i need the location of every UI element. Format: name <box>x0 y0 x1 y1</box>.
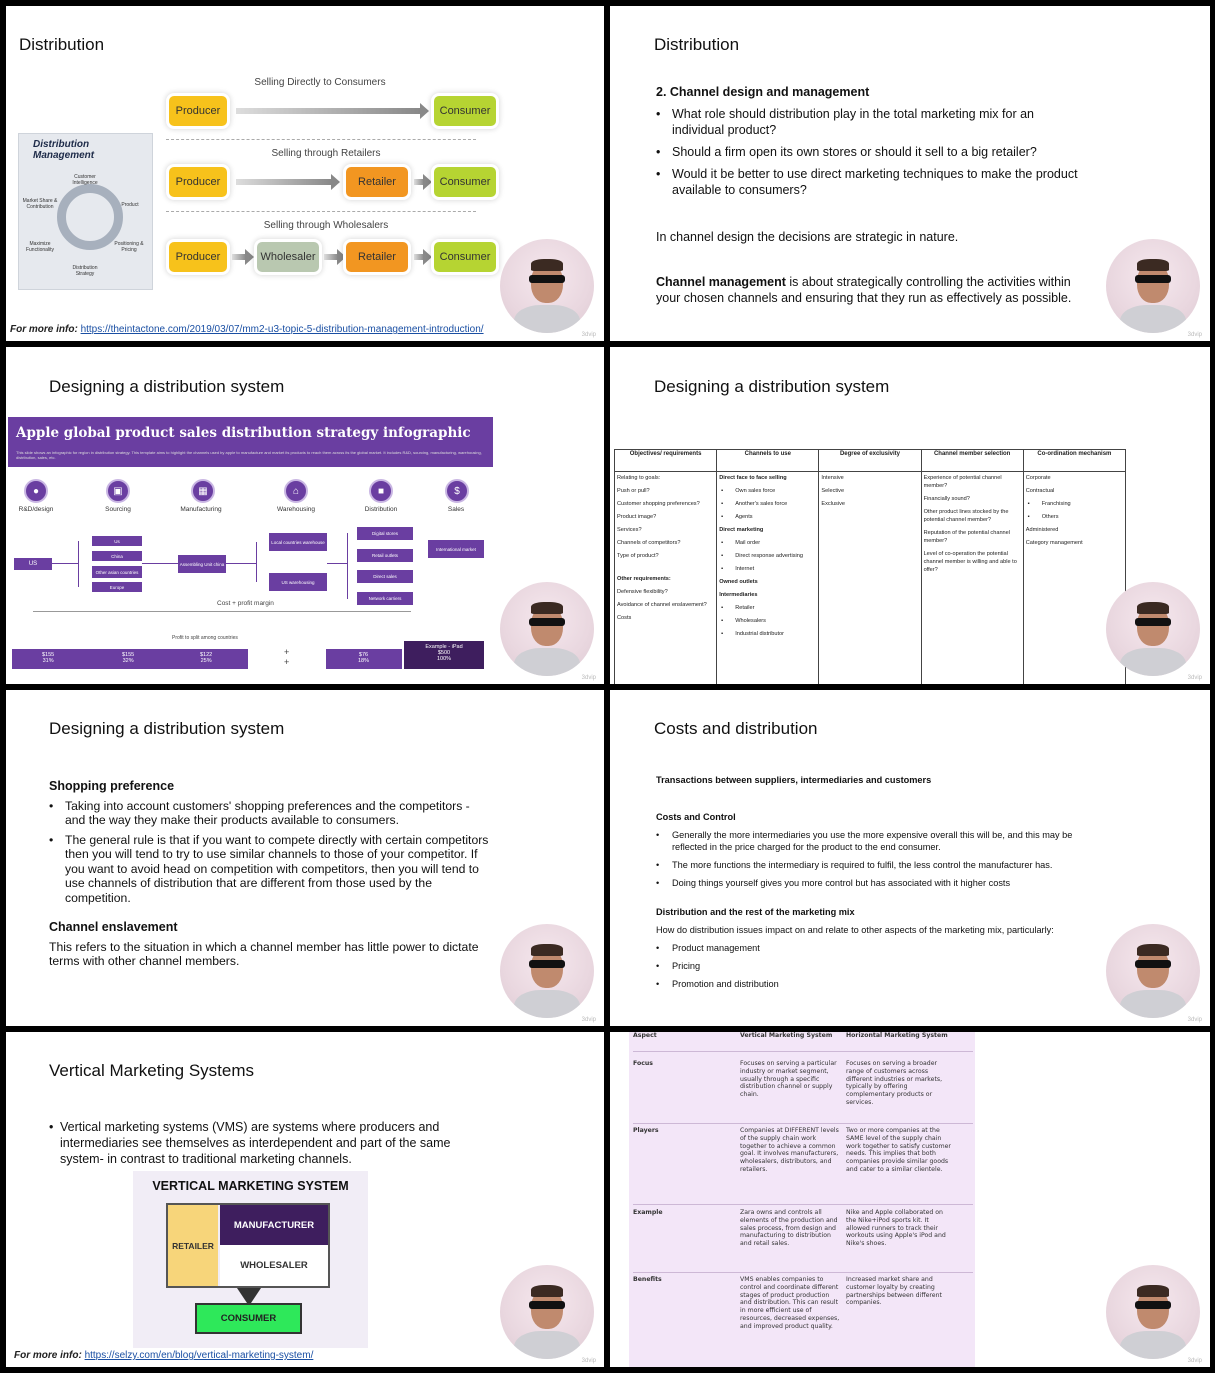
infographic-banner <box>8 417 493 467</box>
stage-label: R&D/design <box>18 506 54 513</box>
slide-vms-comparison[interactable] <box>610 1032 1210 1367</box>
cell-line: ▪ Others <box>1026 513 1123 521</box>
design-paragraph: In channel design the decisions are strategic in nature. <box>656 230 959 244</box>
row-vertical: Focuses on serving a particular industry or market segment, usually through a specific distribution channel or supply chain. <box>740 1060 837 1099</box>
example-value: $500 <box>437 650 451 656</box>
node-us-source: Us <box>92 536 142 546</box>
list-item: • Doing things yourself gives you more control but has associated with it higher costs <box>656 877 1096 889</box>
cycle-label: Maximize Functionality <box>25 241 55 253</box>
cycle-label: Positioning & Pricing <box>114 241 144 253</box>
presenter-webcam <box>500 582 594 676</box>
mix-paragraph: How do distribution issues impact on and relate to other aspects of the marketing mix, particularly: <box>656 925 1054 935</box>
row-horizontal: Nike and Apple collaborated on the Nike+iPod sports kit. It allowed runners to track their workouts using Apple's iPod and Nike's shoes. <box>846 1209 946 1248</box>
example-label: Example - iPad <box>425 644 463 650</box>
dollar-icon: $ <box>445 479 469 503</box>
connector <box>327 563 347 564</box>
infographic-title: Apple global product sales distribution strategy infographic <box>16 425 471 441</box>
slide-title: Designing a distribution system <box>654 377 890 396</box>
management-term: Channel management <box>656 275 786 289</box>
row-vertical: Companies at DIFFERENT levels of the supply chain work together to achieve a common goal. It involves manufacturers, wholesalers, distributors, and retailers. <box>740 1127 839 1173</box>
more-info-label: For more info: <box>10 324 78 335</box>
flow-arrow <box>324 254 338 260</box>
value-bar <box>326 649 402 669</box>
cell-line: ▪ Own sales force <box>719 487 816 495</box>
consumer-box: Consumer <box>434 96 496 126</box>
comparison-table <box>629 1032 975 1367</box>
stage-label: Warehousing <box>276 506 316 513</box>
watermark: 3dvip <box>581 332 596 338</box>
consumer-block: CONSUMER <box>195 1303 302 1334</box>
node-china: China <box>92 551 142 561</box>
cell-line: Costs <box>617 615 632 621</box>
presenter-webcam <box>1106 1265 1200 1359</box>
preference-list <box>49 799 489 906</box>
brace <box>33 611 411 612</box>
section-heading: Channel enslavement <box>49 920 178 934</box>
more-info-link[interactable]: https://selzy.com/en/blog/vertical-marketing-system/ <box>84 1350 314 1361</box>
cart-icon: ▣ <box>106 479 130 503</box>
slide-title: Designing a distribution system <box>49 377 285 396</box>
cell-line: Other requirements: <box>617 576 671 582</box>
row-aspect: Example <box>633 1209 663 1216</box>
node-europe: Europe <box>92 582 142 592</box>
table-header-row <box>633 1032 973 1052</box>
cycle-label: Market Share & Contribution <box>22 198 58 210</box>
row-vertical: Zara owns and controls all elements of the production and sales process, from design and manufacturing to distribution and retail sales. <box>740 1209 838 1248</box>
table-header: Co-ordination mechanism <box>1023 450 1125 472</box>
cell-line: Financially sound? <box>923 496 970 502</box>
slide-title: Vertical Marketing Systems <box>49 1061 255 1080</box>
cost-margin-label: Cost + profit margin <box>217 600 274 607</box>
enslavement-paragraph: This refers to the situation in which a channel member has little power to dictate terms with other channel members. <box>49 939 479 968</box>
table-cell-objectives <box>615 472 717 685</box>
cell-line: Intensive <box>821 475 844 481</box>
cell-line: Experience of potential channel member? <box>923 475 1002 489</box>
more-info-link[interactable]: https://theintactone.com/2019/03/07/mm2-u3-topic-5-distribution-management-introduction/ <box>80 324 484 335</box>
cell-line: Selective <box>821 488 845 494</box>
slide-title: Costs and distribution <box>654 719 818 738</box>
wholesaler-box: Wholesaler <box>257 242 319 272</box>
cell-line: Reputation of the potential channel member? <box>923 530 1011 544</box>
cell-line: ▪ Wholesalers <box>719 617 816 625</box>
node-network-carriers: Network carriers <box>357 592 413 605</box>
section-heading: Transactions between suppliers, intermediaries and customers <box>656 775 932 785</box>
slide-body <box>49 779 489 969</box>
node-other-asian: Other asian countries <box>92 566 142 578</box>
presenter-webcam <box>1106 582 1200 676</box>
table-row <box>633 1060 973 1124</box>
cell-line: Administered <box>1025 527 1059 533</box>
bar-pct: 18% <box>358 658 370 664</box>
header-horizontal: Horizontal Marketing System <box>846 1032 948 1039</box>
cell-line: Intermediaries <box>719 592 758 598</box>
costs-list <box>656 829 1096 889</box>
table-row <box>633 1127 973 1205</box>
watermark: 3dvip <box>1187 675 1202 681</box>
flow-label: Selling through Retailers <box>271 148 381 159</box>
slide-distribution-2[interactable] <box>610 6 1210 341</box>
cell-line: Owned outlets <box>719 579 758 585</box>
diagram-title: VERTICAL MARKETING SYSTEM <box>152 1179 349 1193</box>
table-cell-selection <box>921 472 1023 685</box>
cell-line: Corporate <box>1025 475 1051 481</box>
node-local-warehouse: Local countries warehouse <box>269 533 327 551</box>
slide-designing-apple[interactable] <box>6 347 604 684</box>
flow-arrow <box>414 179 424 185</box>
section-heading: Shopping preference <box>49 779 175 793</box>
channel-heading: 2. Channel design and management <box>656 85 870 99</box>
connector <box>256 542 257 582</box>
consumer-box: Consumer <box>434 167 496 197</box>
bar-pct: 25% <box>200 658 212 664</box>
cell-line: Push or pull? <box>617 488 650 494</box>
section-heading: Distribution and the rest of the marketing mix <box>656 907 855 917</box>
slide-title: Distribution <box>654 35 740 54</box>
list-item: • The more functions the intermediary is required to fulfil, the less control the manufacturer has. <box>656 859 1096 871</box>
list-item: • The general rule is that if you want to compete directly with certain competitors then you will tend to try to use similar channels to those of your competitor. If you want to avoid head on competition with competitors, then you will tend to use channels of distribution that are different from those used by the competition. <box>49 833 489 906</box>
diagram-frame <box>166 1203 330 1288</box>
table-row <box>633 1209 973 1273</box>
table-header: Channels to use <box>717 450 819 472</box>
connector <box>347 533 348 599</box>
watermark: 3dvip <box>581 1358 596 1364</box>
cycle-label: Customer Intelligence <box>72 174 98 186</box>
design-table <box>614 449 1126 684</box>
infographic-subtitle: This slide shows an infographic for region in distribution strategy. This template aims to highlight the channels used by apple to manufacture and market its products to reach them across its the global market. It includes R&D, sourcing, manufacturing, warehousing, distribution, sales, etc. <box>16 450 482 460</box>
more-info <box>14 1350 313 1361</box>
list-item: • What role should distribution play in the total marketing mix for an individual product? <box>656 106 1086 138</box>
row-horizontal: Increased market share and customer loyalty by creating partnerships between different companies. <box>846 1276 942 1307</box>
profit-split-label: Profit to split among countries <box>172 635 238 641</box>
bar-pct: 32% <box>122 658 134 664</box>
cell-line: Category management <box>1025 540 1083 546</box>
node-us: US <box>14 558 52 570</box>
section-heading: Costs and Control <box>656 812 736 822</box>
stage-label: Manufacturing <box>180 506 222 513</box>
management-paragraph <box>656 274 1086 306</box>
slide-distribution-1[interactable] <box>6 6 604 341</box>
flow-arrow <box>232 254 246 260</box>
cell-line: ▪ Retailer <box>719 604 816 612</box>
cell-line: Direct marketing <box>719 527 764 533</box>
cell-line: Services? <box>617 527 642 533</box>
slide-vms[interactable] <box>6 1032 604 1367</box>
consumer-box: Consumer <box>434 242 496 272</box>
node-digital-stores: Digital stores <box>357 527 413 540</box>
vms-diagram <box>133 1171 368 1348</box>
stage-label: Sourcing <box>105 506 131 513</box>
bar-value: $155 <box>122 652 135 658</box>
slide-designing-preference[interactable] <box>6 690 604 1026</box>
presenter-webcam <box>500 924 594 1018</box>
watermark: 3dvip <box>1187 1017 1202 1023</box>
questions-list <box>656 106 1086 198</box>
stage-label: Sales <box>447 506 465 513</box>
warehouse-icon: ⌂ <box>284 479 308 503</box>
table-header: Degree of exclusivity <box>819 450 921 472</box>
management-definition: is about strategically controlling the activities within your chosen channels and ensuring that they run as effectively as possible. <box>656 275 1072 305</box>
presenter-webcam <box>1106 239 1200 333</box>
list-item: • Should a firm open its own stores or should it sell to a big retailer? <box>656 144 1086 160</box>
cell-line: Contractual <box>1025 488 1055 494</box>
stage-label: Distribution <box>364 506 398 513</box>
table-row <box>633 1276 973 1366</box>
cell-line: Avoidance of channel enslavement? <box>617 602 707 608</box>
node-retail-outlets: Retail outlets <box>357 549 413 562</box>
cycle-label: Product <box>121 202 139 208</box>
slide-title: Distribution <box>19 35 105 54</box>
cell-line: Type of product? <box>617 553 659 559</box>
retailer-block: RETAILER <box>168 1205 218 1286</box>
flow-label: Selling Directly to Consumers <box>254 77 386 88</box>
row-vertical: VMS enables companies to control and coordinate different stages of product production and distribution. This can result in more efficient use of resources, decreased expenses, and improved product quality. <box>740 1276 840 1330</box>
row-horizontal: Focuses on serving a broader range of customers across different industries or markets, typically by offering complementary products or services. <box>846 1060 943 1106</box>
table-cell-exclusivity <box>819 472 921 685</box>
watermark: 3dvip <box>581 1017 596 1023</box>
slide-costs[interactable] <box>610 690 1210 1026</box>
cell-line: Other product lines stocked by the potential channel member? <box>923 509 1009 523</box>
cell-line: Customer shopping preferences? <box>617 501 700 507</box>
truck-icon: ■ <box>369 479 393 503</box>
cycle-label: Distribution Strategy <box>72 265 98 277</box>
example-pct: 100% <box>436 656 452 662</box>
list-item: • Pricing <box>656 960 1096 972</box>
bar-value: $122 <box>200 652 213 658</box>
table-cell-channels <box>717 472 819 685</box>
row-aspect: Benefits <box>633 1276 662 1283</box>
connector <box>52 563 78 564</box>
connector <box>142 563 178 564</box>
node-assembling: Assembling Unit china <box>178 555 226 573</box>
value-bar <box>12 649 248 669</box>
list-item: • Vertical marketing systems (VMS) are systems where producers and intermediaries see themselves as interdependent and part of the same system- in contrast to traditional marketing channels. <box>49 1119 489 1167</box>
divider <box>166 139 476 140</box>
bar-value: $76 <box>358 652 369 658</box>
producer-box: Producer <box>169 167 227 197</box>
manufacturer-block: MANUFACTURER <box>220 1205 328 1245</box>
flow-arrow <box>236 179 332 185</box>
cell-line: ▪ Agents <box>719 513 816 521</box>
lightbulb-icon: ● <box>24 479 48 503</box>
slide-designing-table[interactable] <box>610 347 1210 684</box>
cell-line: Defensive flexibility? <box>617 589 668 595</box>
node-international: International market <box>428 540 484 558</box>
row-aspect: Players <box>633 1127 659 1134</box>
row-aspect: Focus <box>633 1060 653 1067</box>
cell-line: Product image? <box>617 514 657 520</box>
watermark: 3dvip <box>581 675 596 681</box>
header-vertical: Vertical Marketing System <box>740 1032 833 1039</box>
row-horizontal: Two or more companies at the SAME level of the supply chain work together to satisfy customer needs. This implies that both companies provide similar goods and cater to a similar clientele. <box>846 1127 951 1173</box>
distribution-management-diagram <box>18 133 153 290</box>
cell-line: Level of co-operation the potential channel member is willing and able to offer? <box>923 551 1017 573</box>
table-cell-coordination <box>1023 472 1125 685</box>
cell-line: Relating to goals: <box>617 475 661 481</box>
flow-label: Selling through Wholesalers <box>263 220 389 231</box>
cell-line: ▪ Industrial distributor <box>719 630 816 638</box>
watermark: 3dvip <box>1187 332 1202 338</box>
presenter-webcam <box>500 1265 594 1359</box>
more-info <box>10 324 484 335</box>
cell-line: ▪ Direct response advertising <box>719 552 816 560</box>
cell-line: ▪ Franchising <box>1026 500 1123 508</box>
cell-line: ▪ Mail order <box>719 539 816 547</box>
table-header: Objectives/ requirements <box>615 450 717 472</box>
connector <box>226 563 256 564</box>
example-box <box>404 641 484 669</box>
list-item: • Taking into account customers' shopping preferences and the competitors - and the way they make their products available to consumers. <box>49 799 489 828</box>
retailer-box: Retailer <box>346 242 408 272</box>
retailer-box: Retailer <box>346 167 408 197</box>
node-us-warehousing: US warehousing <box>269 573 327 591</box>
list-item: • Product management <box>656 942 1096 954</box>
header-aspect: Aspect <box>633 1032 657 1039</box>
more-info-label: For more info: <box>14 1350 82 1361</box>
wholesaler-block: WHOLESALER <box>220 1245 328 1286</box>
table-header: Channel member selection <box>921 450 1023 472</box>
presenter-webcam <box>500 239 594 333</box>
cell-line: ▪ Internet <box>719 565 816 573</box>
plus-sign: + + <box>284 647 290 667</box>
slide-title: Designing a distribution system <box>49 719 285 738</box>
mix-list <box>656 942 1096 990</box>
cell-line: Exclusive <box>821 501 846 507</box>
diagram-title: Distribution Management <box>33 139 95 161</box>
flow-arrow <box>236 108 421 114</box>
producer-box: Producer <box>169 242 227 272</box>
connector <box>78 541 79 587</box>
divider <box>166 211 476 212</box>
presenter-webcam <box>1106 924 1200 1018</box>
flow-arrow <box>414 254 424 260</box>
producer-box: Producer <box>169 96 227 126</box>
cell-line: ▪ Another's sales force <box>719 500 816 508</box>
bar-value: $155 <box>42 652 55 658</box>
list-item: • Promotion and distribution <box>656 978 1096 990</box>
node-direct-sales: Direct sales <box>357 570 413 583</box>
bar-pct: 31% <box>42 658 54 664</box>
slide-body <box>656 774 1096 996</box>
cell-line: Channels of competitors? <box>617 540 681 546</box>
list-item: • Generally the more intermediaries you use the more expensive overall this will be, and this may be reflected in the price charged for the product to the end consumer. <box>656 829 1096 853</box>
watermark: 3dvip <box>1187 1358 1202 1364</box>
list-item: • Would it be better to use direct marketing techniques to make the product available to consumers? <box>656 166 1086 198</box>
vms-list <box>49 1119 489 1167</box>
factory-icon: ▦ <box>191 479 215 503</box>
cell-line: Direct face to face selling <box>719 475 787 481</box>
